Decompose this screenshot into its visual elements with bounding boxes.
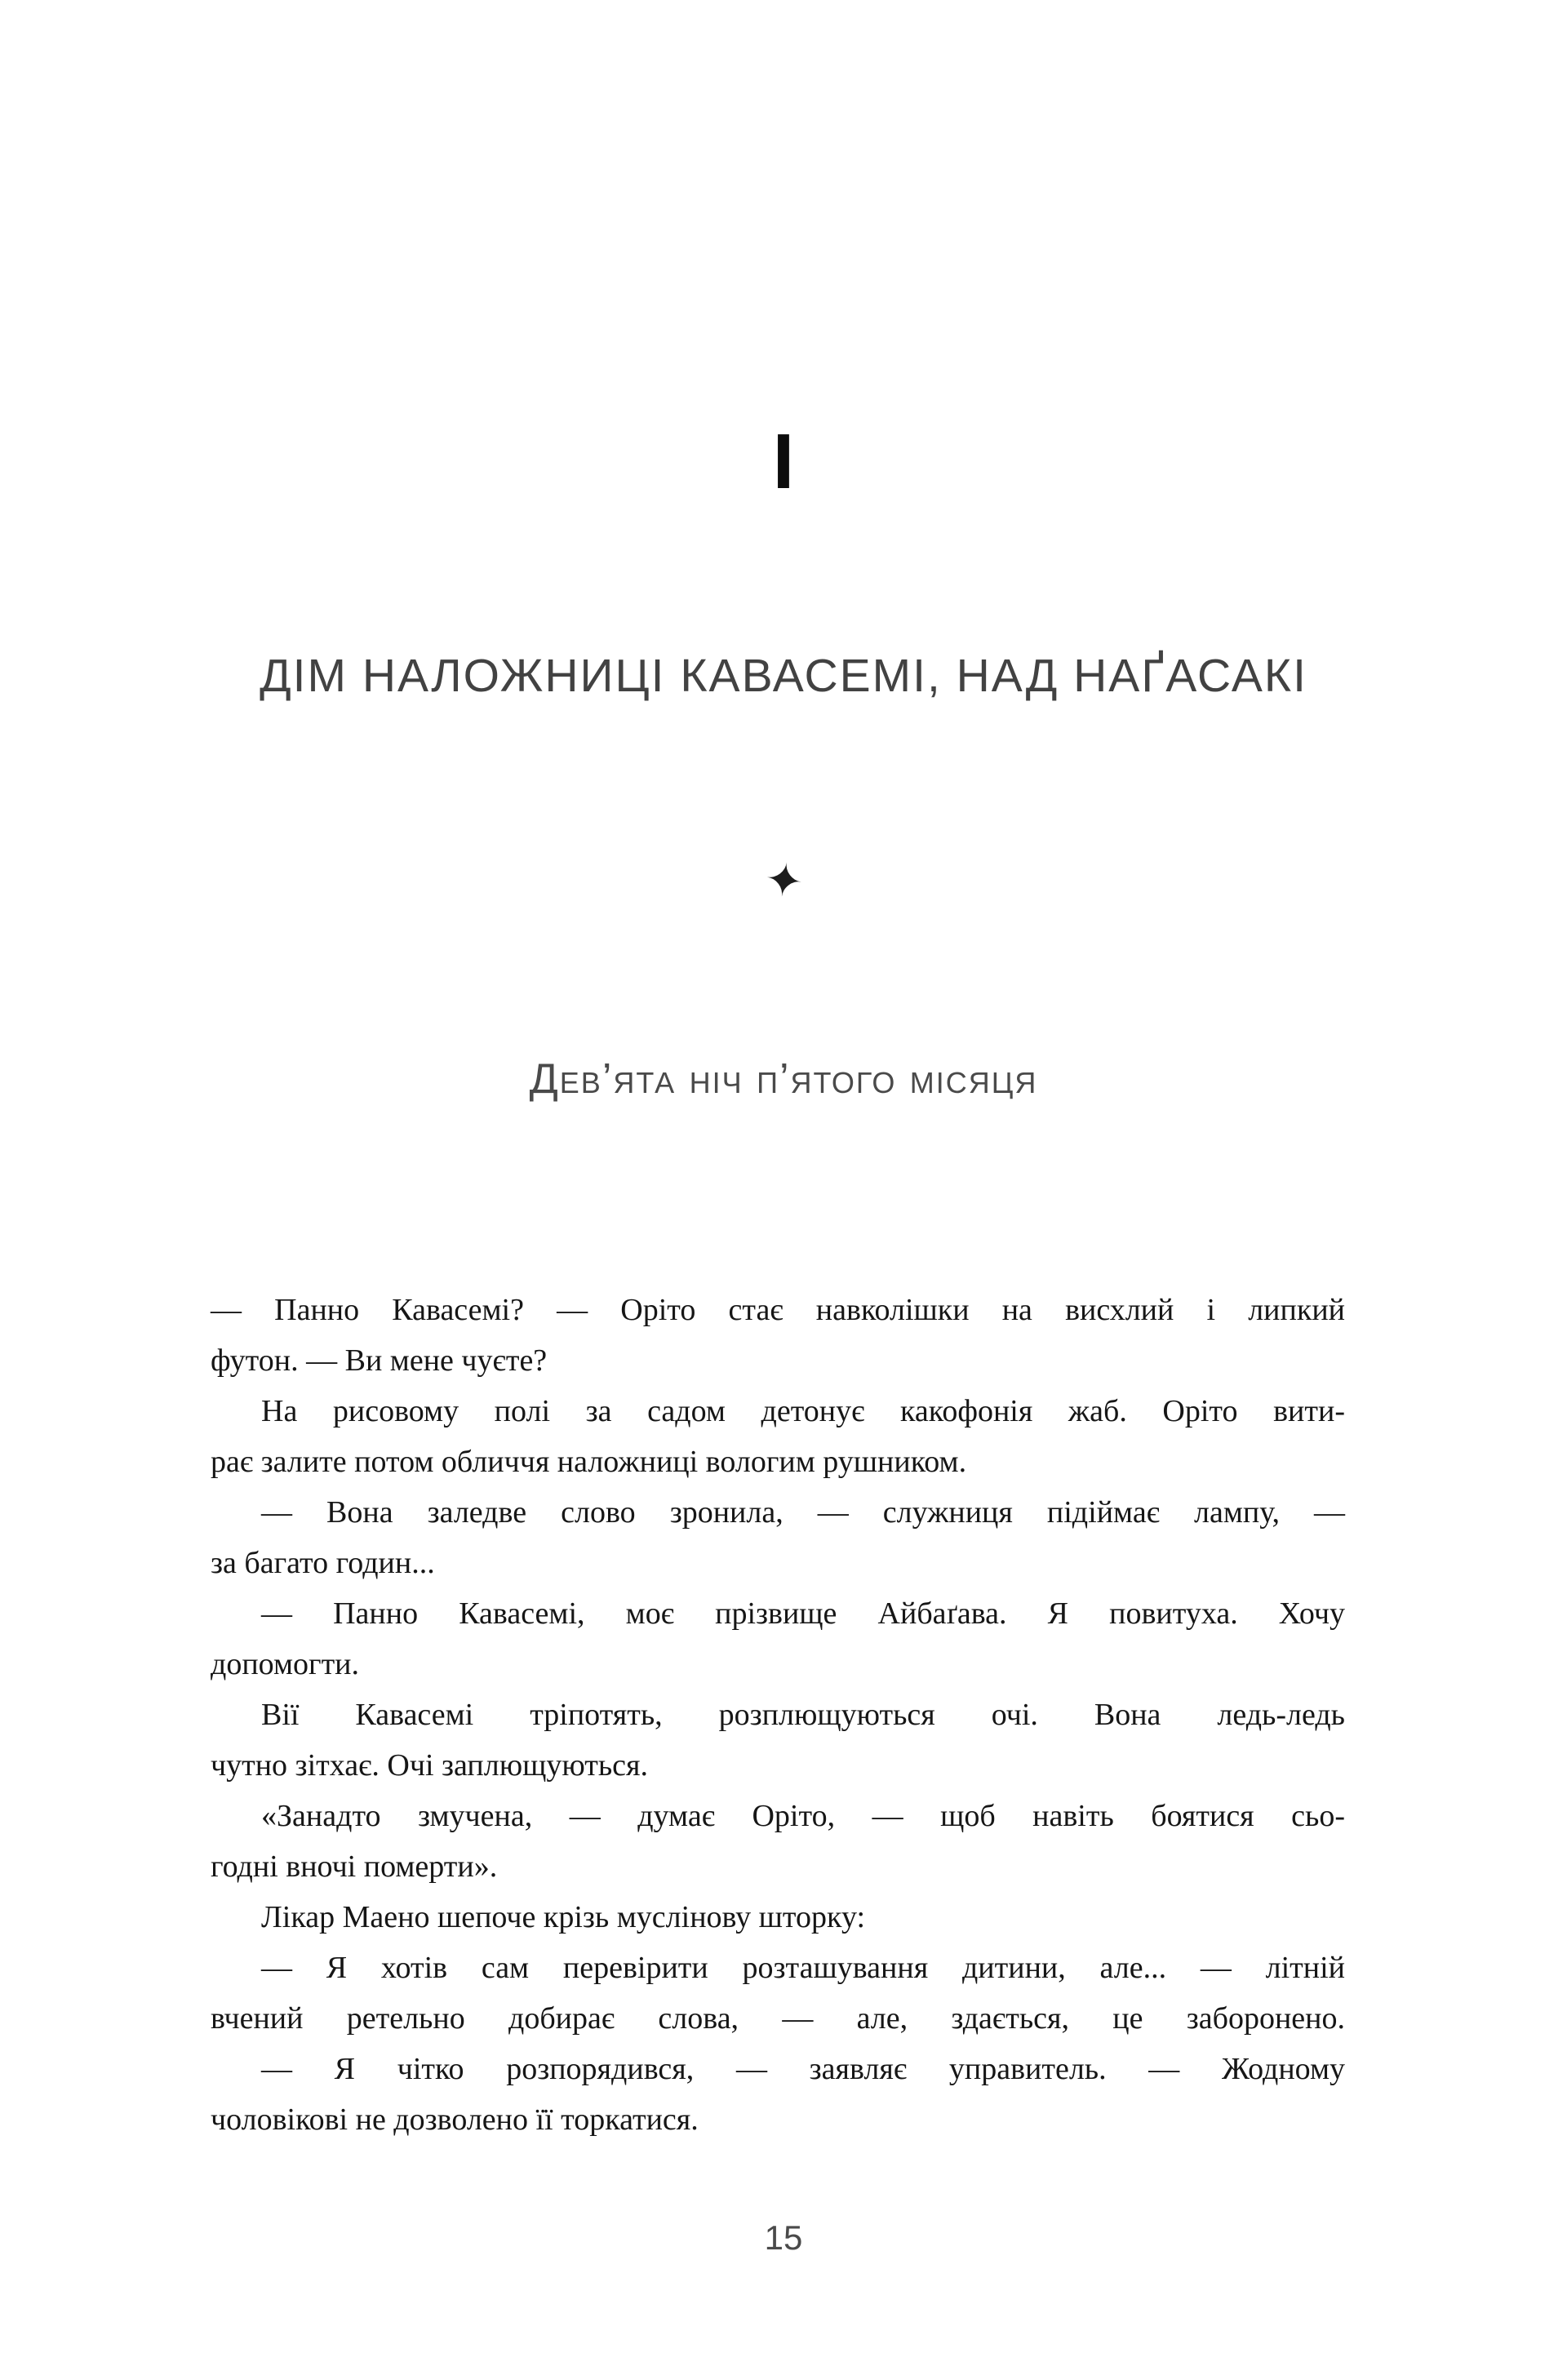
body-line: допомогти. [211, 1647, 360, 1681]
body-line: Лікар Маено шепоче крізь муслінову шторку: [261, 1900, 866, 1934]
chapter-subtitle: Дев’ята ніч п’ятого місяця [529, 1055, 1038, 1103]
ornament-container [0, 854, 1567, 909]
body-text [211, 1285, 1345, 2145]
body-line: Вії Кавасемі тріпотять, розплющуються очі. Вона ледь-ледь [261, 1698, 1345, 1732]
body-line: На рисовому полі за садом детонує какофонія жаб. Оріто вити- [261, 1394, 1345, 1428]
chapter-title: ДІМ НАЛОЖНИЦІ КАВАСЕМІ, НАД НАҐАСАКІ [260, 650, 1307, 702]
four-pointed-star-icon: ✦ [761, 854, 806, 909]
body-line: — Я чітко розпорядився, — заявляє управитель. — Жодному [261, 2052, 1345, 2086]
body-line: годні вночі померти». [211, 1849, 498, 1884]
body-line: — Вона заледве слово зронила, — служниця підіймає лампу, — [261, 1495, 1345, 1530]
body-line: — Панно Кавасемі, моє прізвище Айбаґава. Я повитуха. Хочу [261, 1596, 1345, 1631]
body-line: — Панно Кавасемі? — Оріто стає навколішки на висхлий і липкий [211, 1293, 1345, 1327]
page-number: 15 [764, 2218, 803, 2257]
body-line: чоловікові не дозволено її торкатися. [211, 2102, 699, 2137]
body-line: вчений ретельно добирає слова, — але, здається, це заборонено. [211, 2001, 1345, 2036]
body-line: «Занадто змучена, — думає Оріто, — щоб навіть боятися сьо- [261, 1799, 1345, 1833]
body-line: чутно зітхає. Очі заплющуються. [211, 1748, 649, 1783]
body-line: — Я хотів сам перевірити розташування дитини, але... — літній [261, 1951, 1345, 1985]
chapter-number: I [772, 418, 795, 505]
body-line: за багато годин... [211, 1546, 435, 1580]
body-line: рає залите потом обличчя наложниці вологим рушником. [211, 1445, 967, 1479]
body-line: футон. — Ви мене чуєте? [211, 1343, 548, 1378]
